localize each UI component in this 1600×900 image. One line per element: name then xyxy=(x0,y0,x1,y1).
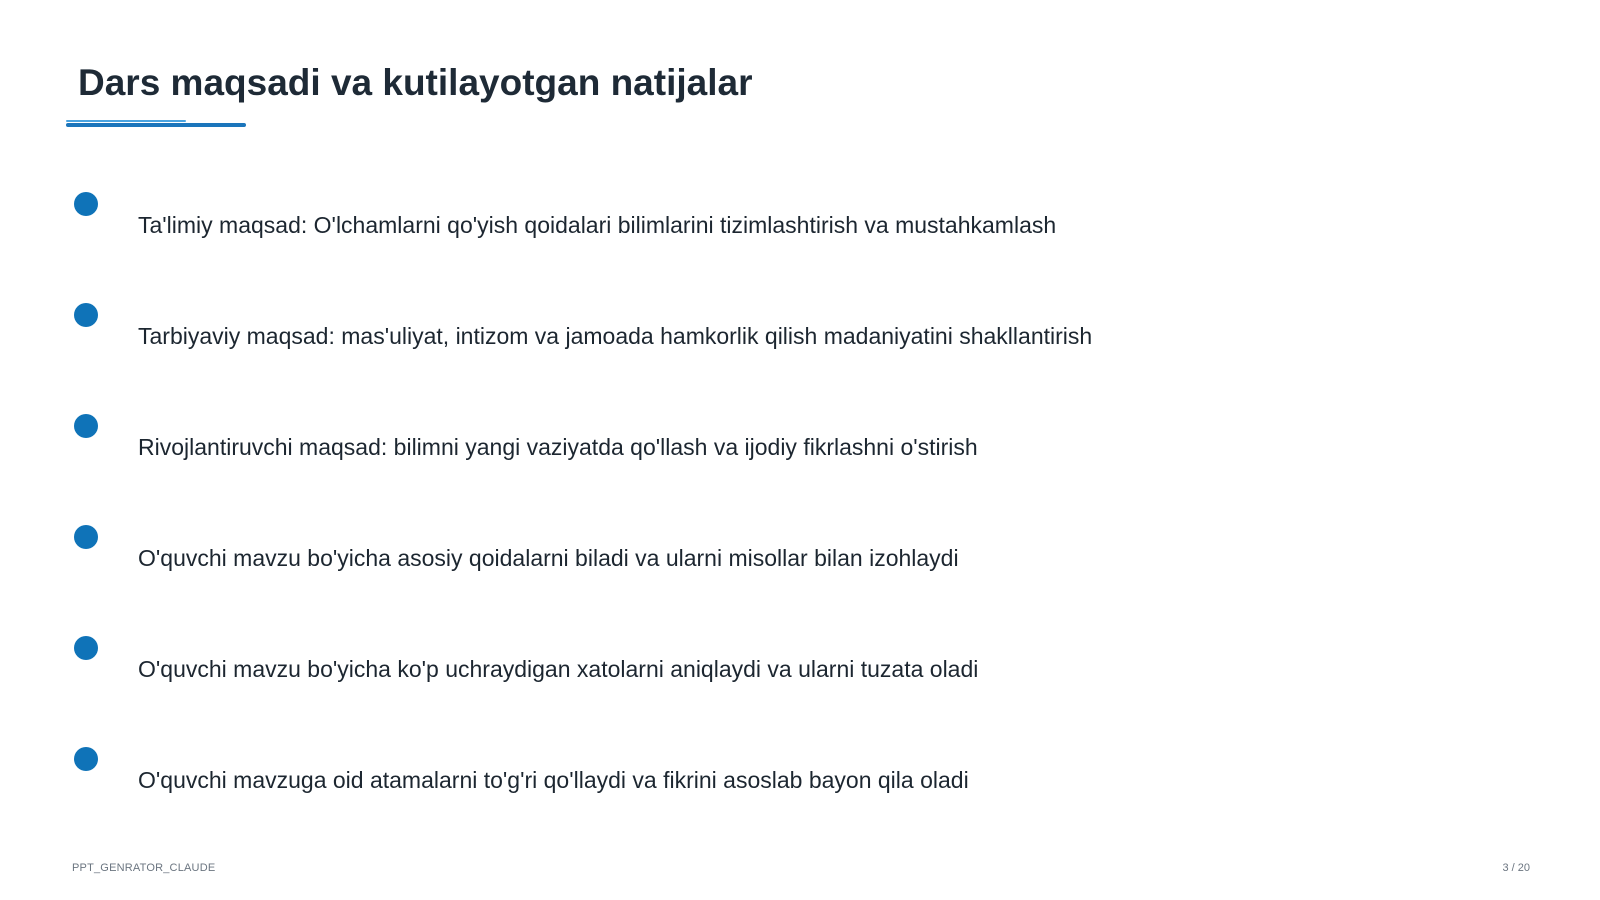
list-item-text: Ta'limiy maqsad: O'lchamlarni qo'yish qoidalari bilimlarini tizimlashtirish va mustahkamlash xyxy=(138,212,1057,238)
bullet-dot-icon xyxy=(74,414,98,438)
list-item-text: O'quvchi mavzu bo'yicha ko'p uchraydigan xatolarni aniqlaydi va ularni tuzata oladi xyxy=(138,656,979,682)
list-item xyxy=(0,303,1600,383)
bullet-dot-icon xyxy=(74,303,98,327)
page-indicator: 3 / 20 xyxy=(1502,862,1530,874)
list-item xyxy=(0,414,1600,494)
list-item-text: Tarbiyaviy maqsad: mas'uliyat, intizom va jamoada hamkorlik qilish madaniyatini shakllantirish xyxy=(138,323,1093,349)
bullet-dot-icon xyxy=(74,636,98,660)
bullet-dot-icon xyxy=(74,525,98,549)
list-item-text: O'quvchi mavzu bo'yicha asosiy qoidalarni biladi va ularni misollar bilan izohlaydi xyxy=(138,545,959,571)
list-item xyxy=(0,747,1600,827)
list-item xyxy=(0,636,1600,716)
bullet-dot-icon xyxy=(74,192,98,216)
list-item-text: Rivojlantiruvchi maqsad: bilimni yangi vaziyatda qo'llash va ijodiy fikrlashni o'stirish xyxy=(138,434,978,460)
list-item xyxy=(0,192,1600,272)
list-item xyxy=(0,525,1600,605)
page-title: Dars maqsadi va kutilayotgan natijalar xyxy=(78,62,753,103)
list-item-text: O'quvchi mavzuga oid atamalarni to'g'ri qo'llaydi va fikrini asoslab bayon qila oladi xyxy=(138,767,969,793)
footer-label: PPT_GENRATOR_CLAUDE xyxy=(72,862,216,874)
bullet-dot-icon xyxy=(74,747,98,771)
